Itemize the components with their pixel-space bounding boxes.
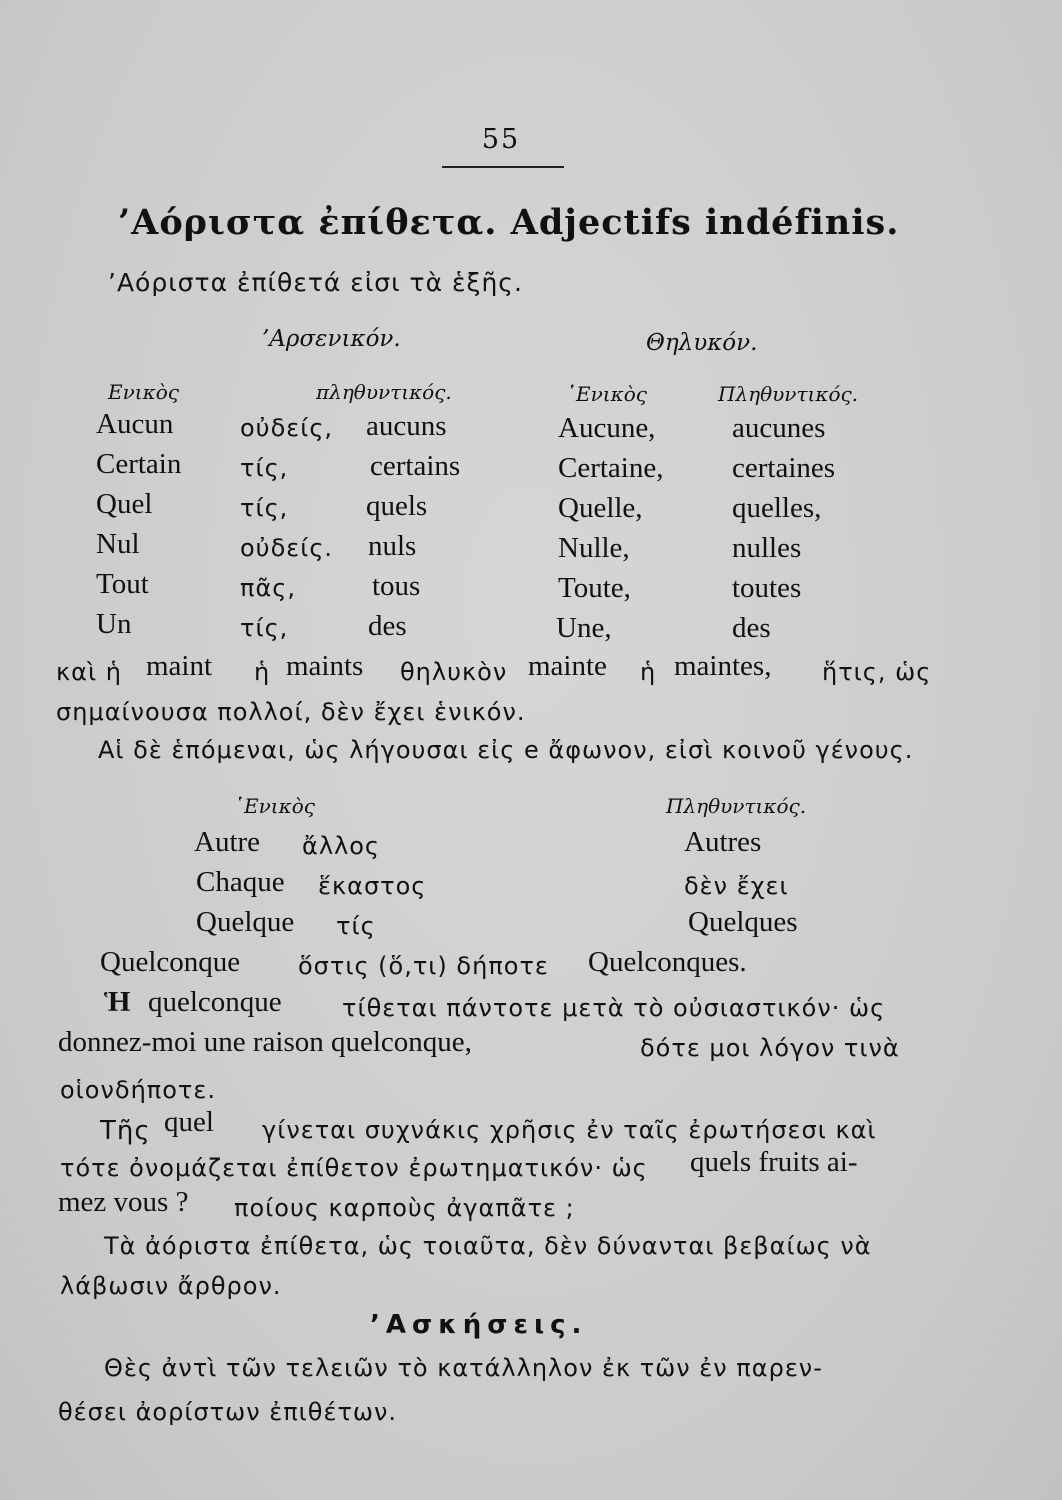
table-cell-fem-sing: Une, — [556, 612, 612, 644]
table-cell-masc-plur: certains — [370, 450, 461, 482]
exercise-line2: θέσει ἀορίστων ἐπιθέτων. — [58, 1398, 398, 1426]
table-cell-fem-plur: nulles — [732, 532, 802, 564]
table-cell-masc-sing: Certain — [96, 448, 182, 480]
fem-singular-header: ῾Ενικὸς — [566, 382, 647, 406]
table2-cell-fr: Chaque — [196, 866, 285, 898]
masculine-header: ’Αρσενικόν. — [262, 326, 401, 352]
table-cell-fem-plur: des — [732, 612, 771, 644]
table-cell-greek: οὐδείς. — [240, 534, 334, 562]
table2-cell-gr: ἄλλος — [302, 832, 380, 860]
table-cell-fem-sing: Certaine, — [558, 452, 664, 484]
table-cell-fem-sing: Nulle, — [558, 532, 630, 564]
table2-plural-header: Πληθυντικός. — [666, 794, 807, 818]
table-cell-fem-sing: Aucune, — [558, 412, 656, 444]
paragraph-no-article-line1: Τὰ ἀόριστα ἐπίθετα, ὡς τοιαῦτα, δὲν δύνανται βεβαίως νὰ — [104, 1232, 872, 1260]
fem-plural-header: Πληθυντικός. — [718, 382, 859, 406]
page-number-rule — [442, 166, 564, 168]
table2-cell-gr: ἕκαστος — [318, 872, 427, 900]
table-cell-greek: πᾶς, — [240, 574, 296, 602]
exercise-line1: Θὲς ἀντὶ τῶν τελειῶν τὸ κατάλληλον ἐκ τῶν ἐν παρεν- — [104, 1354, 823, 1382]
table-cell-masc-sing: Aucun — [96, 408, 174, 440]
scanned-page: 55 ’Αόριστα ἐπίθετα. Adjectifs indéfinis. ’Αόριστα ἐπίθετά εἰσι τὰ ἑξῆς. ’Αρσενικόν. Θηλυκόν. Ενικὸς πληθυντικός. ῾Ενικὸς Πληθυντικός. Aucun οὐδείς, aucuns Aucune, aucunes Certain τίς, certains Certaine, certaines Quel τίς, quels Quelle, quelles, Nul οὐδείς. nuls Nulle, nulles Tout πᾶς, tous Toute, toutes Un τίς, des Une, des καὶ ἡ maint ἡ maints θηλυκὸν mainte ἡ maintes, ἥτις, ὡς σημαίνουσα πολλοί, δὲν ἔχει ἑνικόν. Αἱ δὲ ἑπόμεναι, ὡς λήγουσαι εἰς e ἄφωνον, εἰσὶ κοινοῦ γένους. ῾Ενικὸς Πληθυντικός. Autre ἄλλος Autres Chaque ἕκαστος δὲν ἔχει Quelque τίς Quelques Quelconque ὅστις (ὅ,τι) δήποτε Quelconques. Ἡ quelconque τίθεται πάντοτε μετὰ τὸ οὐσιαστικόν· ὡς donnez-moi une raison quelconque, δότε μοι λόγον τινὰ οἱονδήποτε. Τῆς quel γίνεται συχνάκις χρῆσις ἐν ταῖς ἐρωτήσεσι καὶ τότε ὀνομάζεται ἐπίθετον ἐρωτηματικόν· ὡς quels fruits ai- mez vous ? ποίους καρποὺς ἀγαπᾶτε ; Τὰ ἀόριστα ἐπίθετα, ὡς τοιαῦτα, δὲν δύνανται βεβαίως νὰ λάβωσιν ἄρθρον. ’Ασκήσεις. Θὲς ἀντὶ τῶν τελειῶν τὸ κατάλληλον ἐκ τῶν ἐν παρεν- θέσει ἀορίστων ἐπιθέτων. — [0, 0, 1062, 1500]
table-cell-masc-sing: Tout — [96, 568, 149, 600]
table-cell-masc-sing: Quel — [96, 488, 153, 520]
table-cell-fem-sing: Toute, — [558, 572, 631, 604]
table2-cell-fr: Quelque — [196, 906, 295, 938]
exercises-heading: ’Ασκήσεις. — [370, 1310, 588, 1340]
table-cell-greek: τίς, — [240, 454, 289, 482]
page-number: 55 — [481, 124, 521, 155]
table2-cell-plural: Autres — [684, 826, 762, 858]
table2-cell-plural: Quelques — [688, 906, 798, 938]
feminine-header: Θηλυκόν. — [646, 330, 758, 356]
table2-singular-header: ῾Ενικὸς — [234, 794, 315, 818]
table2-cell-fr: Autre — [194, 826, 261, 858]
table-cell-greek: τίς, — [240, 494, 289, 522]
maint-line-continuation: σημαίνουσα πολλοί, δὲν ἔχει ἑνικόν. — [56, 698, 526, 726]
table-cell-masc-plur: nuls — [368, 530, 417, 562]
table2-cell-plural: δὲν ἔχει — [684, 872, 789, 900]
table-cell-masc-sing: Nul — [96, 528, 140, 560]
table-cell-fem-sing: Quelle, — [558, 492, 643, 524]
intro-line: ’Αόριστα ἐπίθετά εἰσι τὰ ἑξῆς. — [108, 268, 523, 297]
table-cell-greek: οὐδείς, — [240, 414, 334, 442]
table-cell-masc-plur: tous — [372, 570, 421, 602]
table-cell-masc-sing: Un — [96, 608, 132, 640]
common-gender-line: Αἱ δὲ ἑπόμεναι, ὡς λήγουσαι εἰς e ἄφωνον, εἰσὶ κοινοῦ γένους. — [98, 736, 914, 764]
table-cell-masc-plur: quels — [366, 490, 428, 522]
section-heading: ’Αόριστα ἐπίθετα. Adjectifs indéfinis. — [118, 202, 900, 243]
table2-cell-gr: τίς — [336, 912, 376, 940]
masc-plural-header: πληθυντικός. — [316, 380, 452, 404]
table-cell-fem-plur: aucunes — [732, 412, 826, 444]
table-cell-fem-plur: quelles, — [732, 492, 822, 524]
paragraph-no-article-line2: λάβωσιν ἄρθρον. — [60, 1272, 282, 1300]
table-cell-fem-plur: toutes — [732, 572, 802, 604]
table-cell-masc-plur: aucuns — [366, 410, 447, 442]
table-cell-masc-plur: des — [368, 610, 407, 642]
masc-singular-header: Ενικὸς — [108, 380, 179, 404]
table-cell-fem-plur: certaines — [732, 452, 836, 484]
table-cell-greek: τίς, — [240, 614, 289, 642]
